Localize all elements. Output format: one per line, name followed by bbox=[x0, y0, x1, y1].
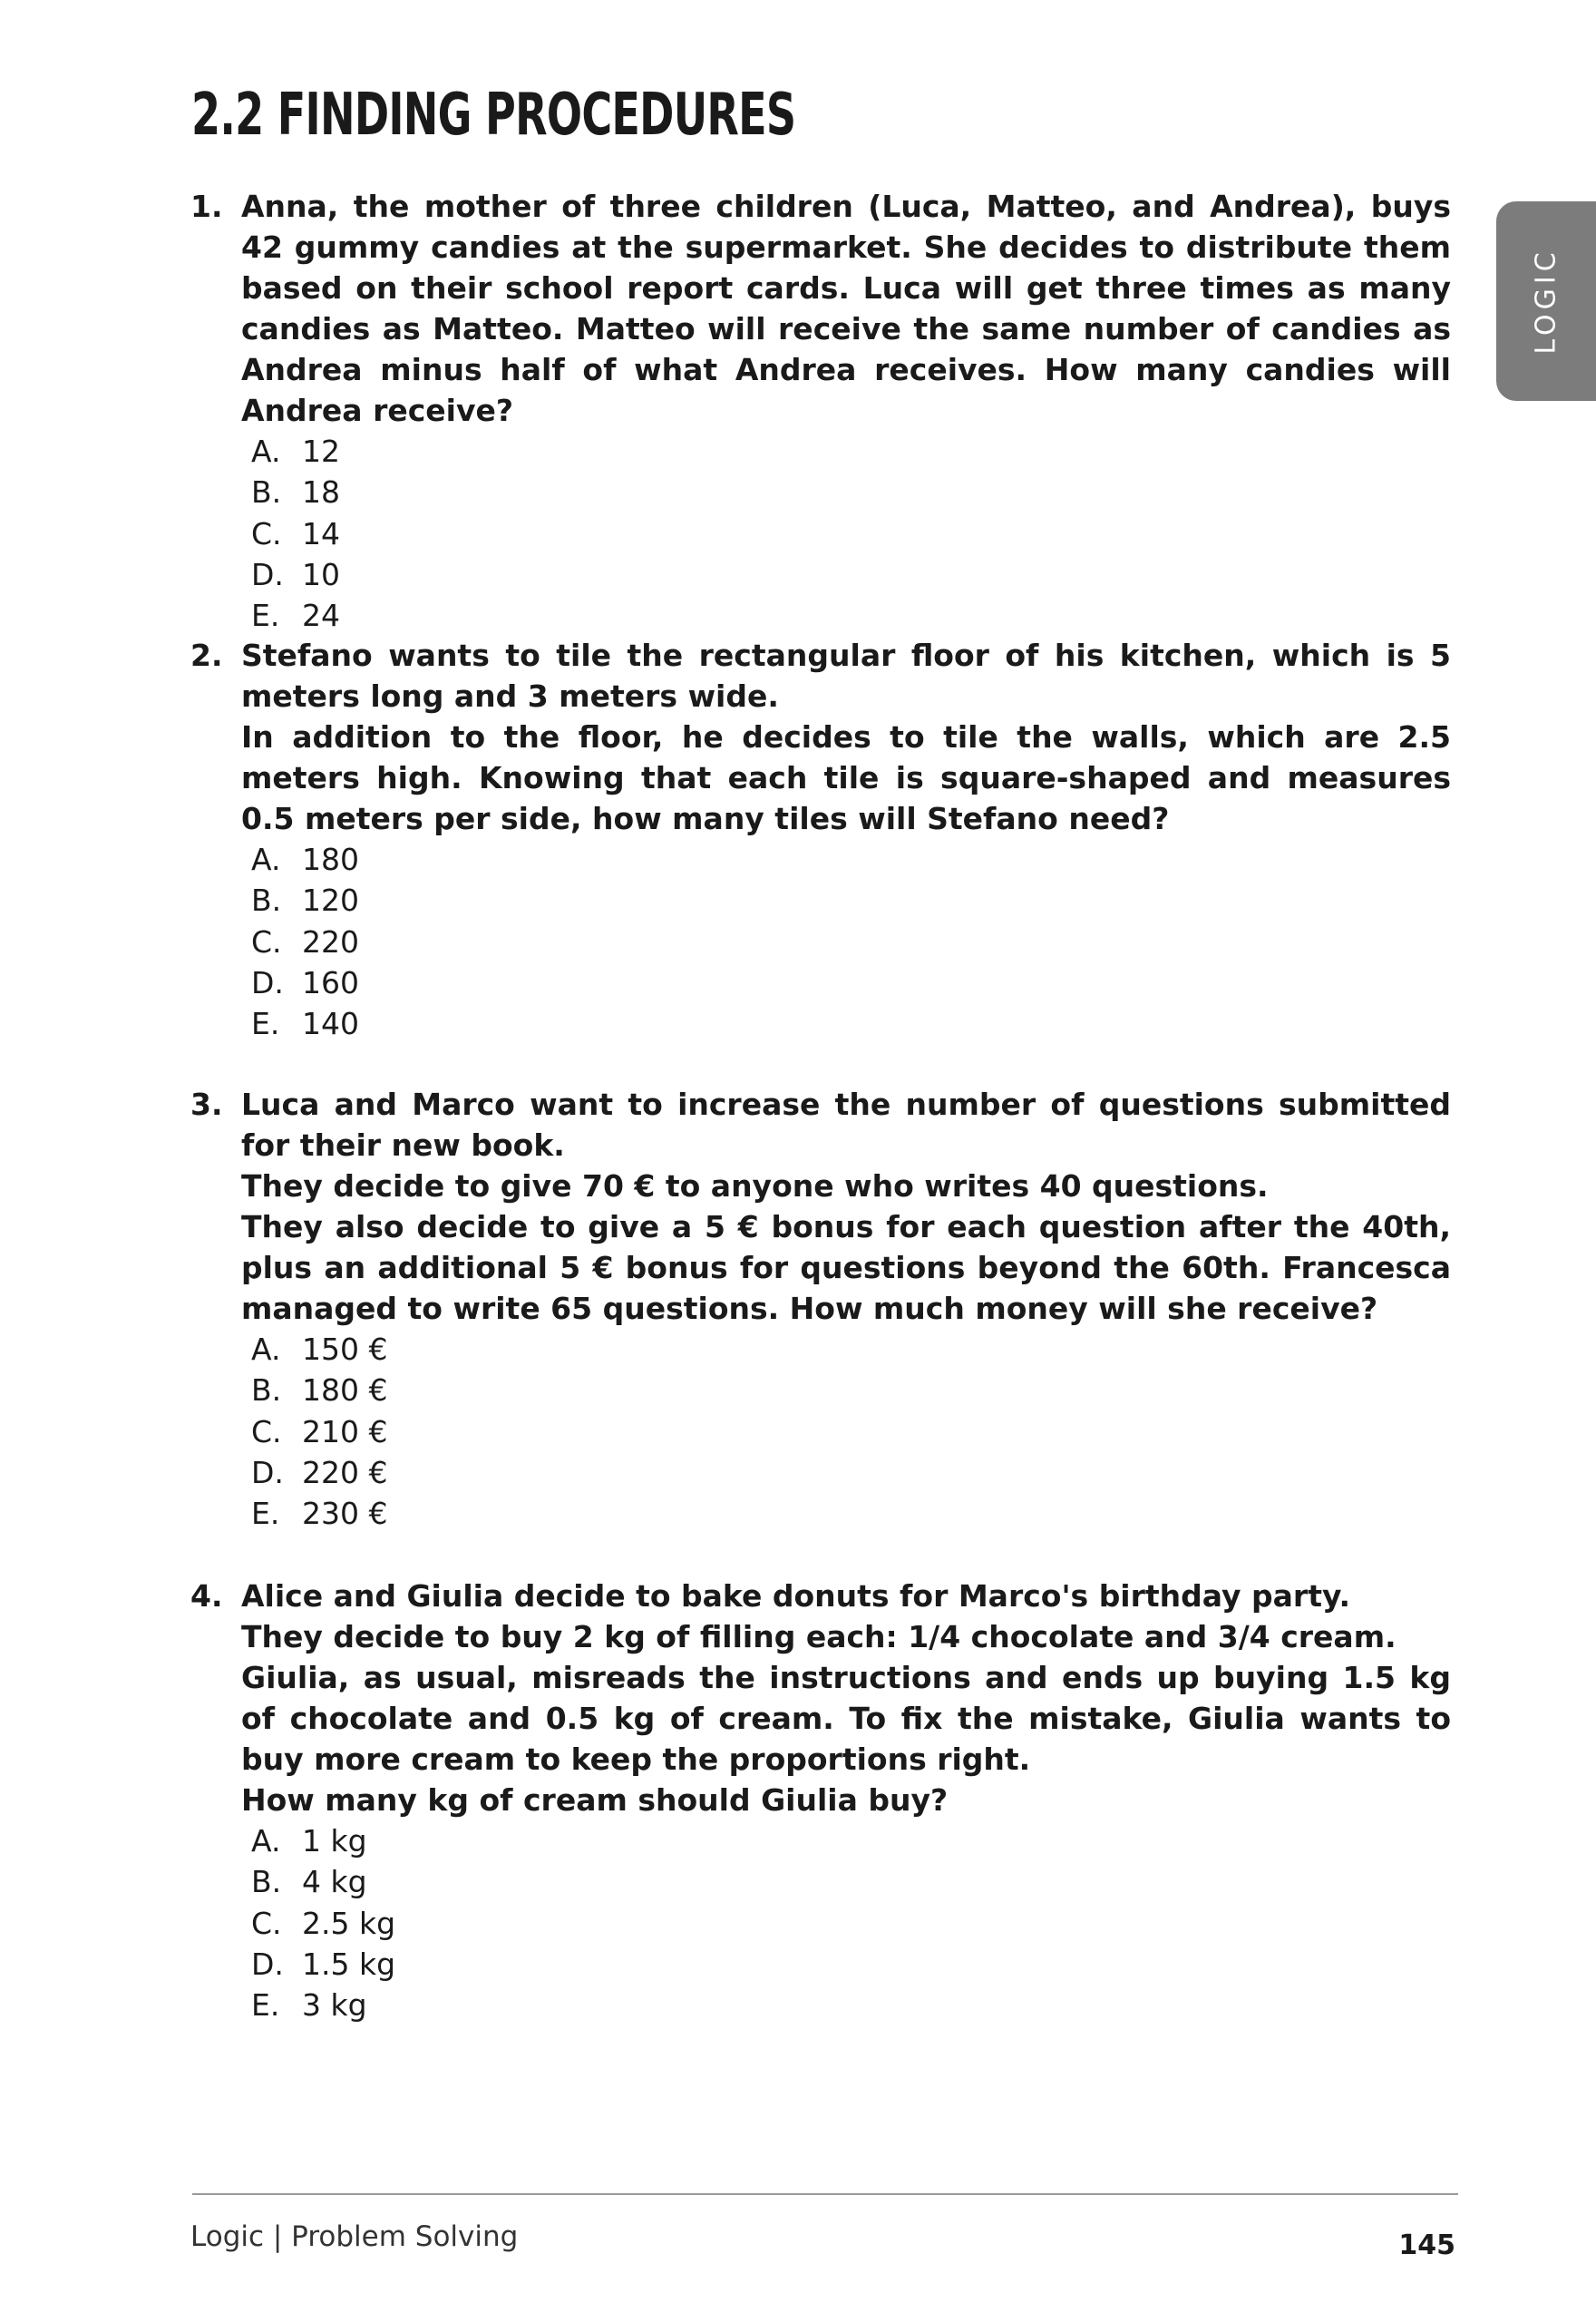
question-text bbox=[241, 1084, 1451, 1329]
option-letter: C. bbox=[251, 923, 282, 960]
answer-option bbox=[251, 1411, 1451, 1452]
answer-option bbox=[251, 1003, 1451, 1044]
option-value: 10 bbox=[302, 556, 340, 592]
section-tab bbox=[1496, 201, 1596, 401]
question-number: 2. bbox=[190, 638, 223, 673]
option-value: 24 bbox=[302, 598, 340, 634]
answer-option bbox=[251, 595, 1451, 636]
answer-option bbox=[251, 1493, 1451, 1534]
question-1 bbox=[190, 186, 1451, 636]
answer-option bbox=[251, 554, 1451, 595]
option-value: 12 bbox=[302, 434, 340, 469]
answer-option bbox=[251, 472, 1451, 512]
answer-option bbox=[251, 880, 1451, 921]
option-letter: A. bbox=[251, 842, 281, 877]
option-value: 1.5 kg bbox=[302, 1946, 396, 1982]
option-value: 210 € bbox=[302, 1413, 388, 1449]
option-letter: E. bbox=[251, 1987, 280, 2024]
option-letter: E. bbox=[251, 598, 280, 634]
option-value: 140 bbox=[302, 1006, 359, 1042]
option-letter: E. bbox=[251, 1006, 280, 1042]
question-number: 4. bbox=[190, 1578, 223, 1614]
answer-option bbox=[251, 431, 1451, 472]
answer-option bbox=[251, 1820, 1451, 1861]
option-value: 150 € bbox=[302, 1332, 388, 1367]
answer-option bbox=[251, 1452, 1451, 1493]
option-letter: A. bbox=[251, 1332, 281, 1367]
footer-divider bbox=[192, 2193, 1458, 2195]
answer-option bbox=[251, 1370, 1451, 1410]
option-letter: B. bbox=[251, 883, 282, 919]
option-letter: C. bbox=[251, 1905, 282, 1941]
question-text bbox=[241, 186, 1451, 431]
option-value: 120 bbox=[302, 883, 359, 919]
question-paragraph: Giulia, as usual, misreads the instructions and ends up buying 1.5 kg of chocolate and 0.5 kg of cream. To fix the mistake, Giulia wants to buy more cream to keep the proportions right. bbox=[241, 1660, 1451, 1777]
answer-options bbox=[251, 1329, 1451, 1534]
question-2 bbox=[190, 635, 1451, 1044]
question-3 bbox=[190, 1084, 1451, 1534]
answer-option bbox=[251, 1861, 1451, 1902]
section-tab-label: LOGIC bbox=[1530, 248, 1562, 355]
question-number: 3. bbox=[190, 1087, 223, 1122]
answer-option bbox=[251, 1329, 1451, 1370]
option-letter: C. bbox=[251, 1413, 282, 1449]
question-paragraph: Anna, the mother of three children (Luca, Matteo, and Andrea), buys 42 gummy candies at the supermarket. She decides to distribute them based on their school report cards. Luca will get three times as many candies as Matteo. Matteo will receive the same number of candies as Andrea minus half of what Andrea receives. How many candies will Andrea receive? bbox=[241, 189, 1451, 428]
question-paragraph: They decide to give 70 € to anyone who writes 40 questions. bbox=[241, 1168, 1269, 1204]
option-value: 180 € bbox=[302, 1372, 388, 1409]
question-paragraph: Alice and Giulia decide to bake donuts for Marco's birthday party. bbox=[241, 1578, 1350, 1614]
question-paragraph: How many kg of cream should Giulia buy? bbox=[241, 1782, 949, 1818]
question-text bbox=[241, 635, 1451, 839]
option-value: 4 kg bbox=[302, 1864, 367, 1900]
answer-option bbox=[251, 839, 1451, 880]
option-letter: A. bbox=[251, 1823, 281, 1859]
option-value: 160 bbox=[302, 964, 359, 1000]
question-paragraph: They also decide to give a 5 € bonus for each question after the 40th, plus an additional 5 € bonus for questions beyond the 60th. Francesca managed to write 65 questions. How much money will she receive? bbox=[241, 1209, 1451, 1326]
question-paragraph: Stefano wants to tile the rectangular floor of his kitchen, which is 5 meters long and 3 meters wide. bbox=[241, 638, 1451, 714]
question-text bbox=[241, 1576, 1451, 1820]
option-value: 2.5 kg bbox=[302, 1905, 396, 1941]
option-value: 3 kg bbox=[302, 1987, 367, 2024]
option-value: 220 € bbox=[302, 1454, 388, 1490]
option-letter: E. bbox=[251, 1496, 280, 1532]
option-letter: D. bbox=[251, 1454, 284, 1490]
page-number: 145 bbox=[1398, 2229, 1455, 2261]
footer-section-label: Logic | Problem Solving bbox=[190, 2220, 519, 2253]
answer-option bbox=[251, 1985, 1451, 2025]
option-letter: B. bbox=[251, 1864, 282, 1900]
option-letter: C. bbox=[251, 515, 282, 551]
option-value: 220 bbox=[302, 923, 359, 960]
option-value: 18 bbox=[302, 474, 340, 511]
question-paragraph: They decide to buy 2 kg of filling each: 1/4 chocolate and 3/4 cream. bbox=[241, 1619, 1396, 1654]
option-letter: D. bbox=[251, 1946, 284, 1982]
option-letter: A. bbox=[251, 434, 281, 469]
answer-option bbox=[251, 1903, 1451, 1944]
option-letter: D. bbox=[251, 556, 284, 592]
answer-option bbox=[251, 922, 1451, 962]
option-value: 14 bbox=[302, 515, 340, 551]
answer-options bbox=[251, 1820, 1451, 2025]
answer-option bbox=[251, 1944, 1451, 1985]
question-4 bbox=[190, 1576, 1451, 2025]
answer-options bbox=[251, 839, 1451, 1044]
question-number: 1. bbox=[190, 189, 223, 224]
option-letter: B. bbox=[251, 1372, 282, 1409]
answer-option bbox=[251, 962, 1451, 1003]
option-value: 180 bbox=[302, 842, 359, 877]
page-title: 2.2 FINDING PROCEDURES bbox=[191, 82, 796, 149]
option-value: 230 € bbox=[302, 1496, 388, 1532]
option-value: 1 kg bbox=[302, 1823, 367, 1859]
answer-option bbox=[251, 513, 1451, 554]
question-paragraph: In addition to the floor, he decides to tile the walls, which are 2.5 meters high. Knowing that each tile is square-shaped and measures 0.5 meters per side, how many tiles will Stefano need? bbox=[241, 719, 1451, 836]
answer-options bbox=[251, 431, 1451, 636]
option-letter: B. bbox=[251, 474, 282, 511]
option-letter: D. bbox=[251, 964, 284, 1000]
question-paragraph: Luca and Marco want to increase the number of questions submitted for their new book. bbox=[241, 1087, 1451, 1163]
